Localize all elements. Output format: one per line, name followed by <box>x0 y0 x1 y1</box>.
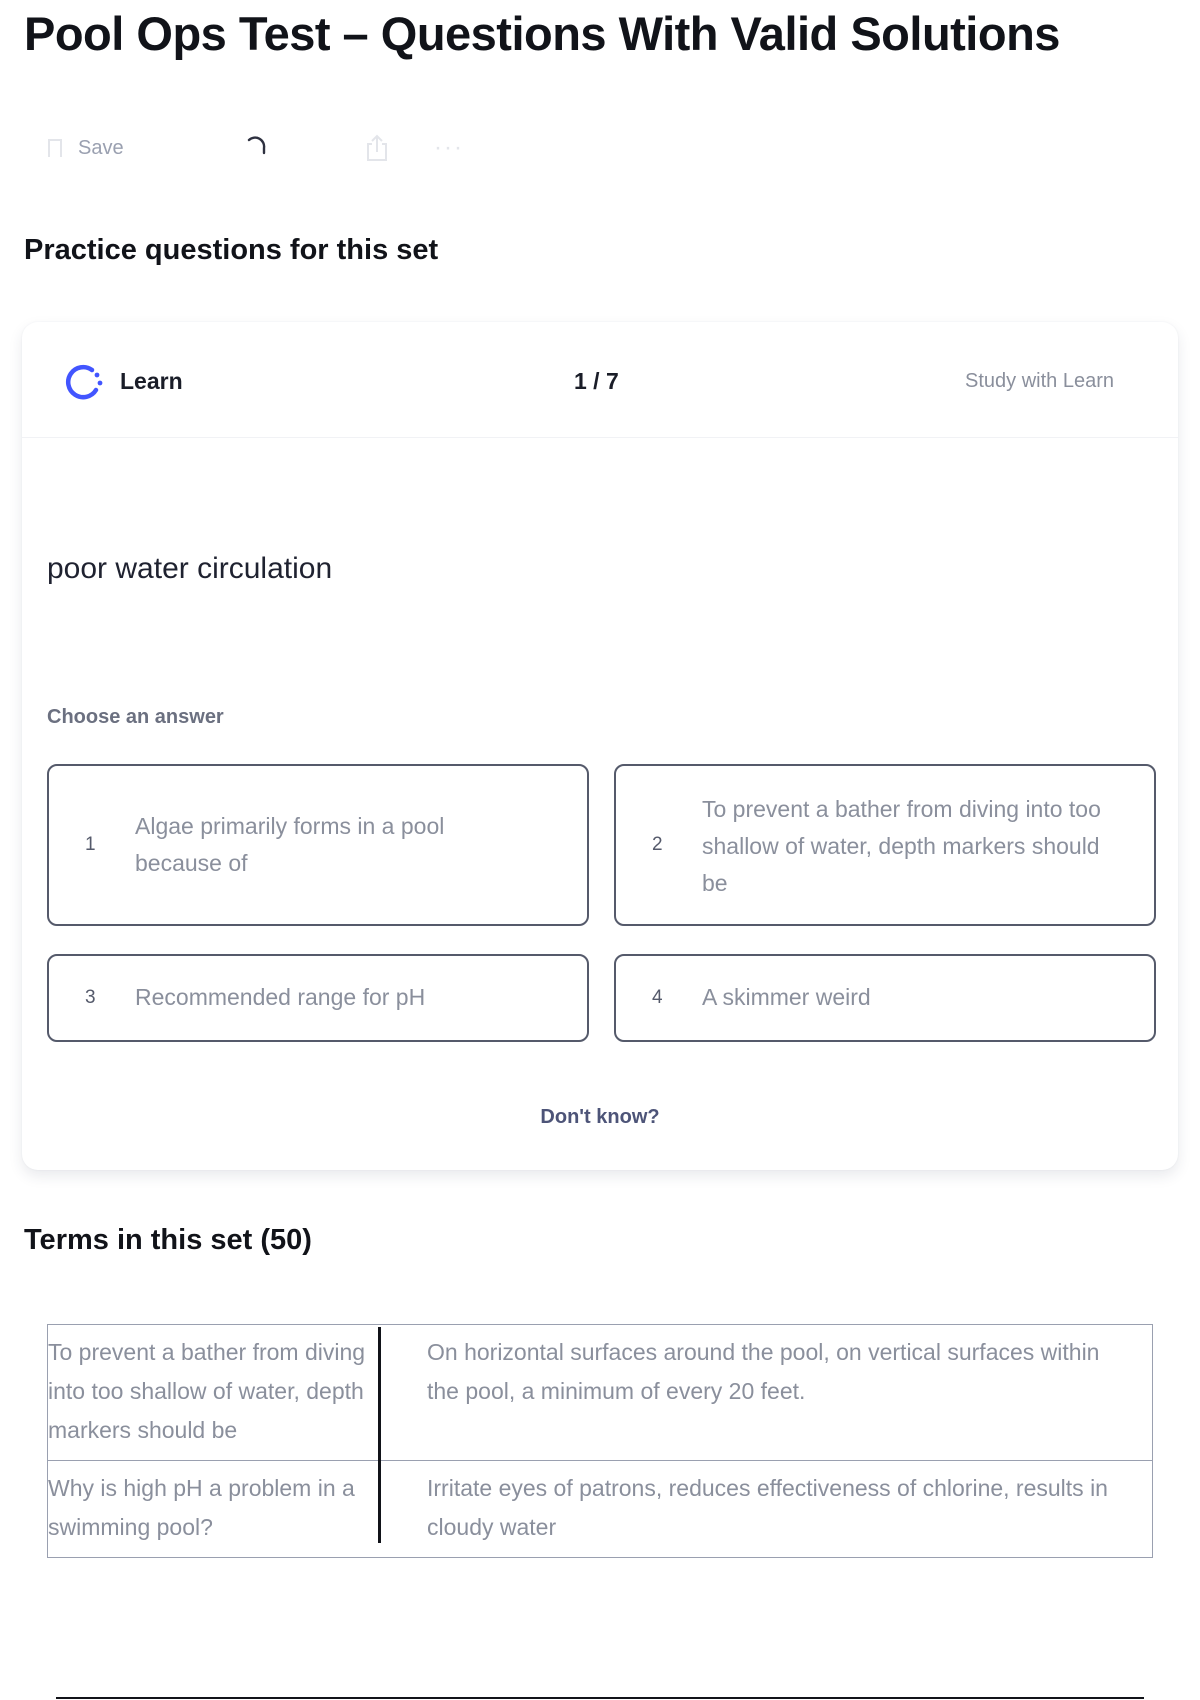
term-definition: Irritate eyes of patrons, reduces effectiveness of chlorine, results in cloudy water <box>427 1475 1108 1540</box>
loading-spinner-icon <box>240 128 270 168</box>
term-word: Why is high pH a problem in a swimming pool? <box>48 1475 355 1540</box>
bottom-divider <box>56 1697 1144 1699</box>
page-title: Pool Ops Test – Questions With Valid Solutions <box>24 7 1060 60</box>
terms-table <box>47 1324 1153 1558</box>
term-row <box>48 1325 1152 1461</box>
answer-option-2[interactable] <box>614 764 1156 926</box>
save-button[interactable] <box>48 128 124 168</box>
terms-section-title: Terms in this set (50) <box>24 1224 312 1256</box>
term-row <box>48 1461 1152 1557</box>
choose-answer-label: Choose an answer <box>47 706 224 728</box>
dont-know-button[interactable]: Don't know? <box>540 1106 660 1128</box>
answer-option-1[interactable] <box>47 764 589 926</box>
answer-option-3[interactable] <box>47 954 589 1042</box>
option-text: Algae primarily forms in a pool because of <box>135 813 445 876</box>
option-number: 2 <box>652 834 663 855</box>
term-word: To prevent a bather from diving into too shallow of water, depth markers should be <box>48 1339 366 1443</box>
learn-label: Learn <box>120 368 183 394</box>
option-number: 4 <box>652 987 663 1008</box>
learn-header <box>22 322 1178 438</box>
option-number: 1 <box>85 834 96 855</box>
option-text: Recommended range for pH <box>135 984 426 1010</box>
learn-card <box>22 322 1178 1170</box>
practice-section-title: Practice questions for this set <box>24 234 439 266</box>
term-definition: On horizontal surfaces around the pool, on vertical surfaces within the pool, a minimum of every 20 feet. <box>427 1339 1100 1404</box>
share-button[interactable] <box>364 128 390 168</box>
set-toolbar <box>48 128 508 168</box>
option-text: A skimmer weird <box>702 984 871 1010</box>
share-icon <box>364 133 390 163</box>
answer-option-4[interactable] <box>614 954 1156 1042</box>
more-options-icon[interactable]: ··· <box>434 134 464 161</box>
option-text: To prevent a bather from diving into too shallow of water, depth markers should be <box>702 796 1101 896</box>
learn-mode-icon <box>62 360 106 404</box>
question-progress: 1 / 7 <box>574 368 619 394</box>
question-prompt: poor water circulation <box>47 552 333 585</box>
save-label: Save <box>78 136 124 159</box>
term-divider <box>378 1463 381 1543</box>
study-with-learn-link[interactable]: Study with Learn <box>965 370 1114 392</box>
bookmark-icon <box>48 139 62 157</box>
option-number: 3 <box>85 987 96 1008</box>
